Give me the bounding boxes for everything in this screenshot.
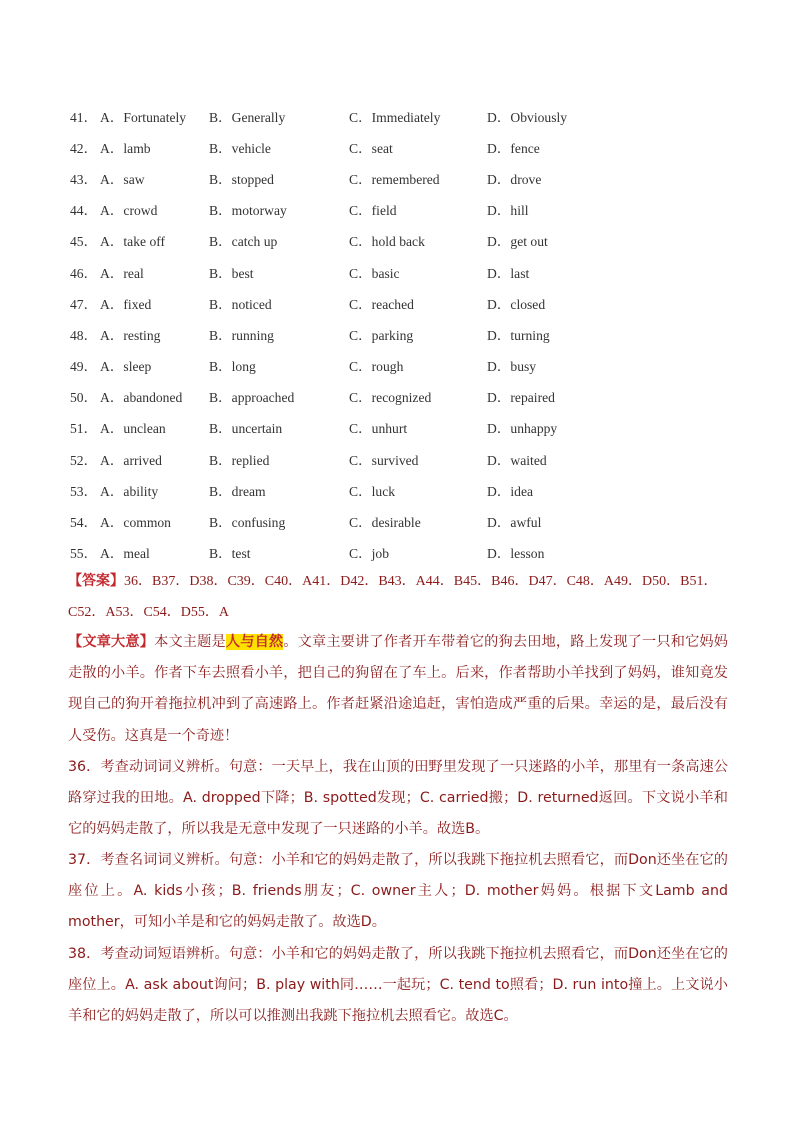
option-a: A．take off <box>100 234 166 250</box>
option-a: A．lamb <box>100 140 151 156</box>
option-row <box>70 194 730 225</box>
option-d: D．repaired <box>487 390 555 406</box>
option-a: A．meal <box>100 546 150 562</box>
option-b: B．stopped <box>209 171 274 187</box>
option-b: B．motorway <box>209 203 287 219</box>
question-number: 45． <box>70 234 98 250</box>
option-a: A．ability <box>100 483 159 499</box>
option-c: C．survived <box>349 452 419 468</box>
option-c: C．desirable <box>349 515 421 531</box>
option-b: B．vehicle <box>209 140 271 156</box>
question-number: 52． <box>70 452 98 468</box>
option-a: A．saw <box>100 171 145 187</box>
option-c: C．seat <box>349 140 393 156</box>
question-number: 54． <box>70 515 98 531</box>
option-row <box>70 474 730 505</box>
question-number: 42． <box>70 140 98 156</box>
option-a: A．arrived <box>100 452 162 468</box>
option-a: A．common <box>100 515 171 531</box>
option-row <box>70 318 730 349</box>
option-d: D．idea <box>487 483 534 499</box>
option-d: D．hill <box>487 203 529 219</box>
option-row <box>70 100 730 131</box>
option-c: C．Immediately <box>349 109 441 125</box>
question-number: 49． <box>70 359 98 375</box>
question-number: 53． <box>70 483 98 499</box>
option-c: C．field <box>349 203 397 219</box>
option-d: D．turning <box>487 327 550 343</box>
option-a: A．real <box>100 265 144 281</box>
option-a: A．crowd <box>100 203 158 219</box>
option-c: C．rough <box>349 359 404 375</box>
summary-tag: 【文章大意】 <box>68 634 155 650</box>
option-c: C．hold back <box>349 234 425 250</box>
option-c: C．luck <box>349 483 396 499</box>
answer-tag: 【答案】 <box>68 573 124 589</box>
option-d: D．waited <box>487 452 547 468</box>
option-row <box>70 256 730 287</box>
option-b: B．replied <box>209 452 270 468</box>
option-d: D．fence <box>487 140 540 156</box>
option-b: B．best <box>209 265 254 281</box>
answer-key <box>68 566 728 628</box>
summary-highlight: 人与自然 <box>225 634 284 650</box>
option-b: B．catch up <box>209 234 278 250</box>
option-row <box>70 412 730 443</box>
option-row <box>70 225 730 256</box>
explanation-36: 36．考查动词词义辨析。句意：一天早上，我在山顶的田野里发现了一只迷路的小羊，那里有一条高速公路穿过我的田地。A. dropped下降；B. spotted发现；C. carried搬；D. returned返回。下文说小羊和它的妈妈走散了，所以我是无意中发现了一只迷路的小羊。故选B。 <box>68 759 728 838</box>
question-number: 41． <box>70 109 98 125</box>
summary-text: 。文章主要讲了作者开车带着它的狗去田地，路上发现了一只和它妈妈走散的小羊。作者下车去照看小羊，把自己的狗留在了车上。后来，作者帮助小羊找到了妈妈，谁知竟发现自己的狗开着拖拉机冲到了高速路上。作者赶紧沿途追赶，害怕造成严重的后果。幸运的是，最后没有人受伤。这真是一个奇迹！ <box>68 634 728 744</box>
option-b: B．approached <box>209 390 295 406</box>
option-b: B．Generally <box>209 109 286 125</box>
option-a: A．resting <box>100 327 161 343</box>
question-number: 43． <box>70 171 98 187</box>
question-number: 47． <box>70 296 98 312</box>
question-number: 46． <box>70 265 98 281</box>
option-a: A．fixed <box>100 296 152 312</box>
option-d: D．lesson <box>487 546 545 562</box>
option-d: D．busy <box>487 359 537 375</box>
summary-paragraph <box>68 627 728 752</box>
option-b: B．confusing <box>209 515 286 531</box>
options-list <box>70 100 730 568</box>
option-b: B．long <box>209 359 256 375</box>
option-row <box>70 350 730 381</box>
option-d: D．last <box>487 265 530 281</box>
option-c: C．remembered <box>349 171 440 187</box>
option-d: D．closed <box>487 296 546 312</box>
option-b: B．test <box>209 546 251 562</box>
option-c: C．recognized <box>349 390 432 406</box>
option-d: D．Obviously <box>487 109 568 125</box>
option-row <box>70 381 730 412</box>
option-b: B．uncertain <box>209 421 283 437</box>
question-number: 55． <box>70 546 98 562</box>
option-c: C．reached <box>349 296 414 312</box>
option-c: C．unhurt <box>349 421 408 437</box>
option-row <box>70 287 730 318</box>
option-a: A．sleep <box>100 359 152 375</box>
option-c: C．parking <box>349 327 414 343</box>
question-number: 51． <box>70 421 98 437</box>
explanation-38: 38．考查动词短语辨析。句意：小羊和它的妈妈走散了，所以我跳下拖拉机去照看它，而Don还坐在它的座位上。A. ask about询问；B. play with同……一起玩；C. tend to照看；D. run into撞上。上文说小羊和它的妈妈走散了，所以可以推测出我跳下拖拉机去照看它。故选C。 <box>68 946 728 1025</box>
option-row <box>70 162 730 193</box>
summary-pre: 本文主题是 <box>154 634 226 650</box>
question-number: 50． <box>70 390 98 406</box>
option-b: B．dream <box>209 483 266 499</box>
option-a: A．abandoned <box>100 390 183 406</box>
option-c: C．job <box>349 546 390 562</box>
option-b: B．running <box>209 327 274 343</box>
option-d: D．drove <box>487 171 542 187</box>
option-row <box>70 443 730 474</box>
question-number: 48． <box>70 327 98 343</box>
answer-text: 36．B37．D38．C39．C40．A41．D42．B43．A44．B45．B46．D47．C48．A49．D50．B51．C52．A53．C54．D55．A <box>68 574 718 620</box>
option-c: C．basic <box>349 265 400 281</box>
option-d: D．unhappy <box>487 421 558 437</box>
question-number: 44． <box>70 203 98 219</box>
explanation-37: 37．考查名词词义辨析。句意：小羊和它的妈妈走散了，所以我跳下拖拉机去照看它，而Don还坐在它的座位上。A. kids小孩；B. friends朋友；C. owner主人；D. mother妈妈。根据下文Lamb and mother，可知小羊是和它的妈妈走散了。故选D。 <box>68 852 728 931</box>
option-a: A．Fortunately <box>100 109 187 125</box>
option-row <box>70 131 730 162</box>
option-row <box>70 505 730 536</box>
option-d: D．get out <box>487 234 548 250</box>
option-b: B．noticed <box>209 296 272 312</box>
option-d: D．awful <box>487 515 542 531</box>
option-row <box>70 537 730 568</box>
option-a: A．unclean <box>100 421 166 437</box>
